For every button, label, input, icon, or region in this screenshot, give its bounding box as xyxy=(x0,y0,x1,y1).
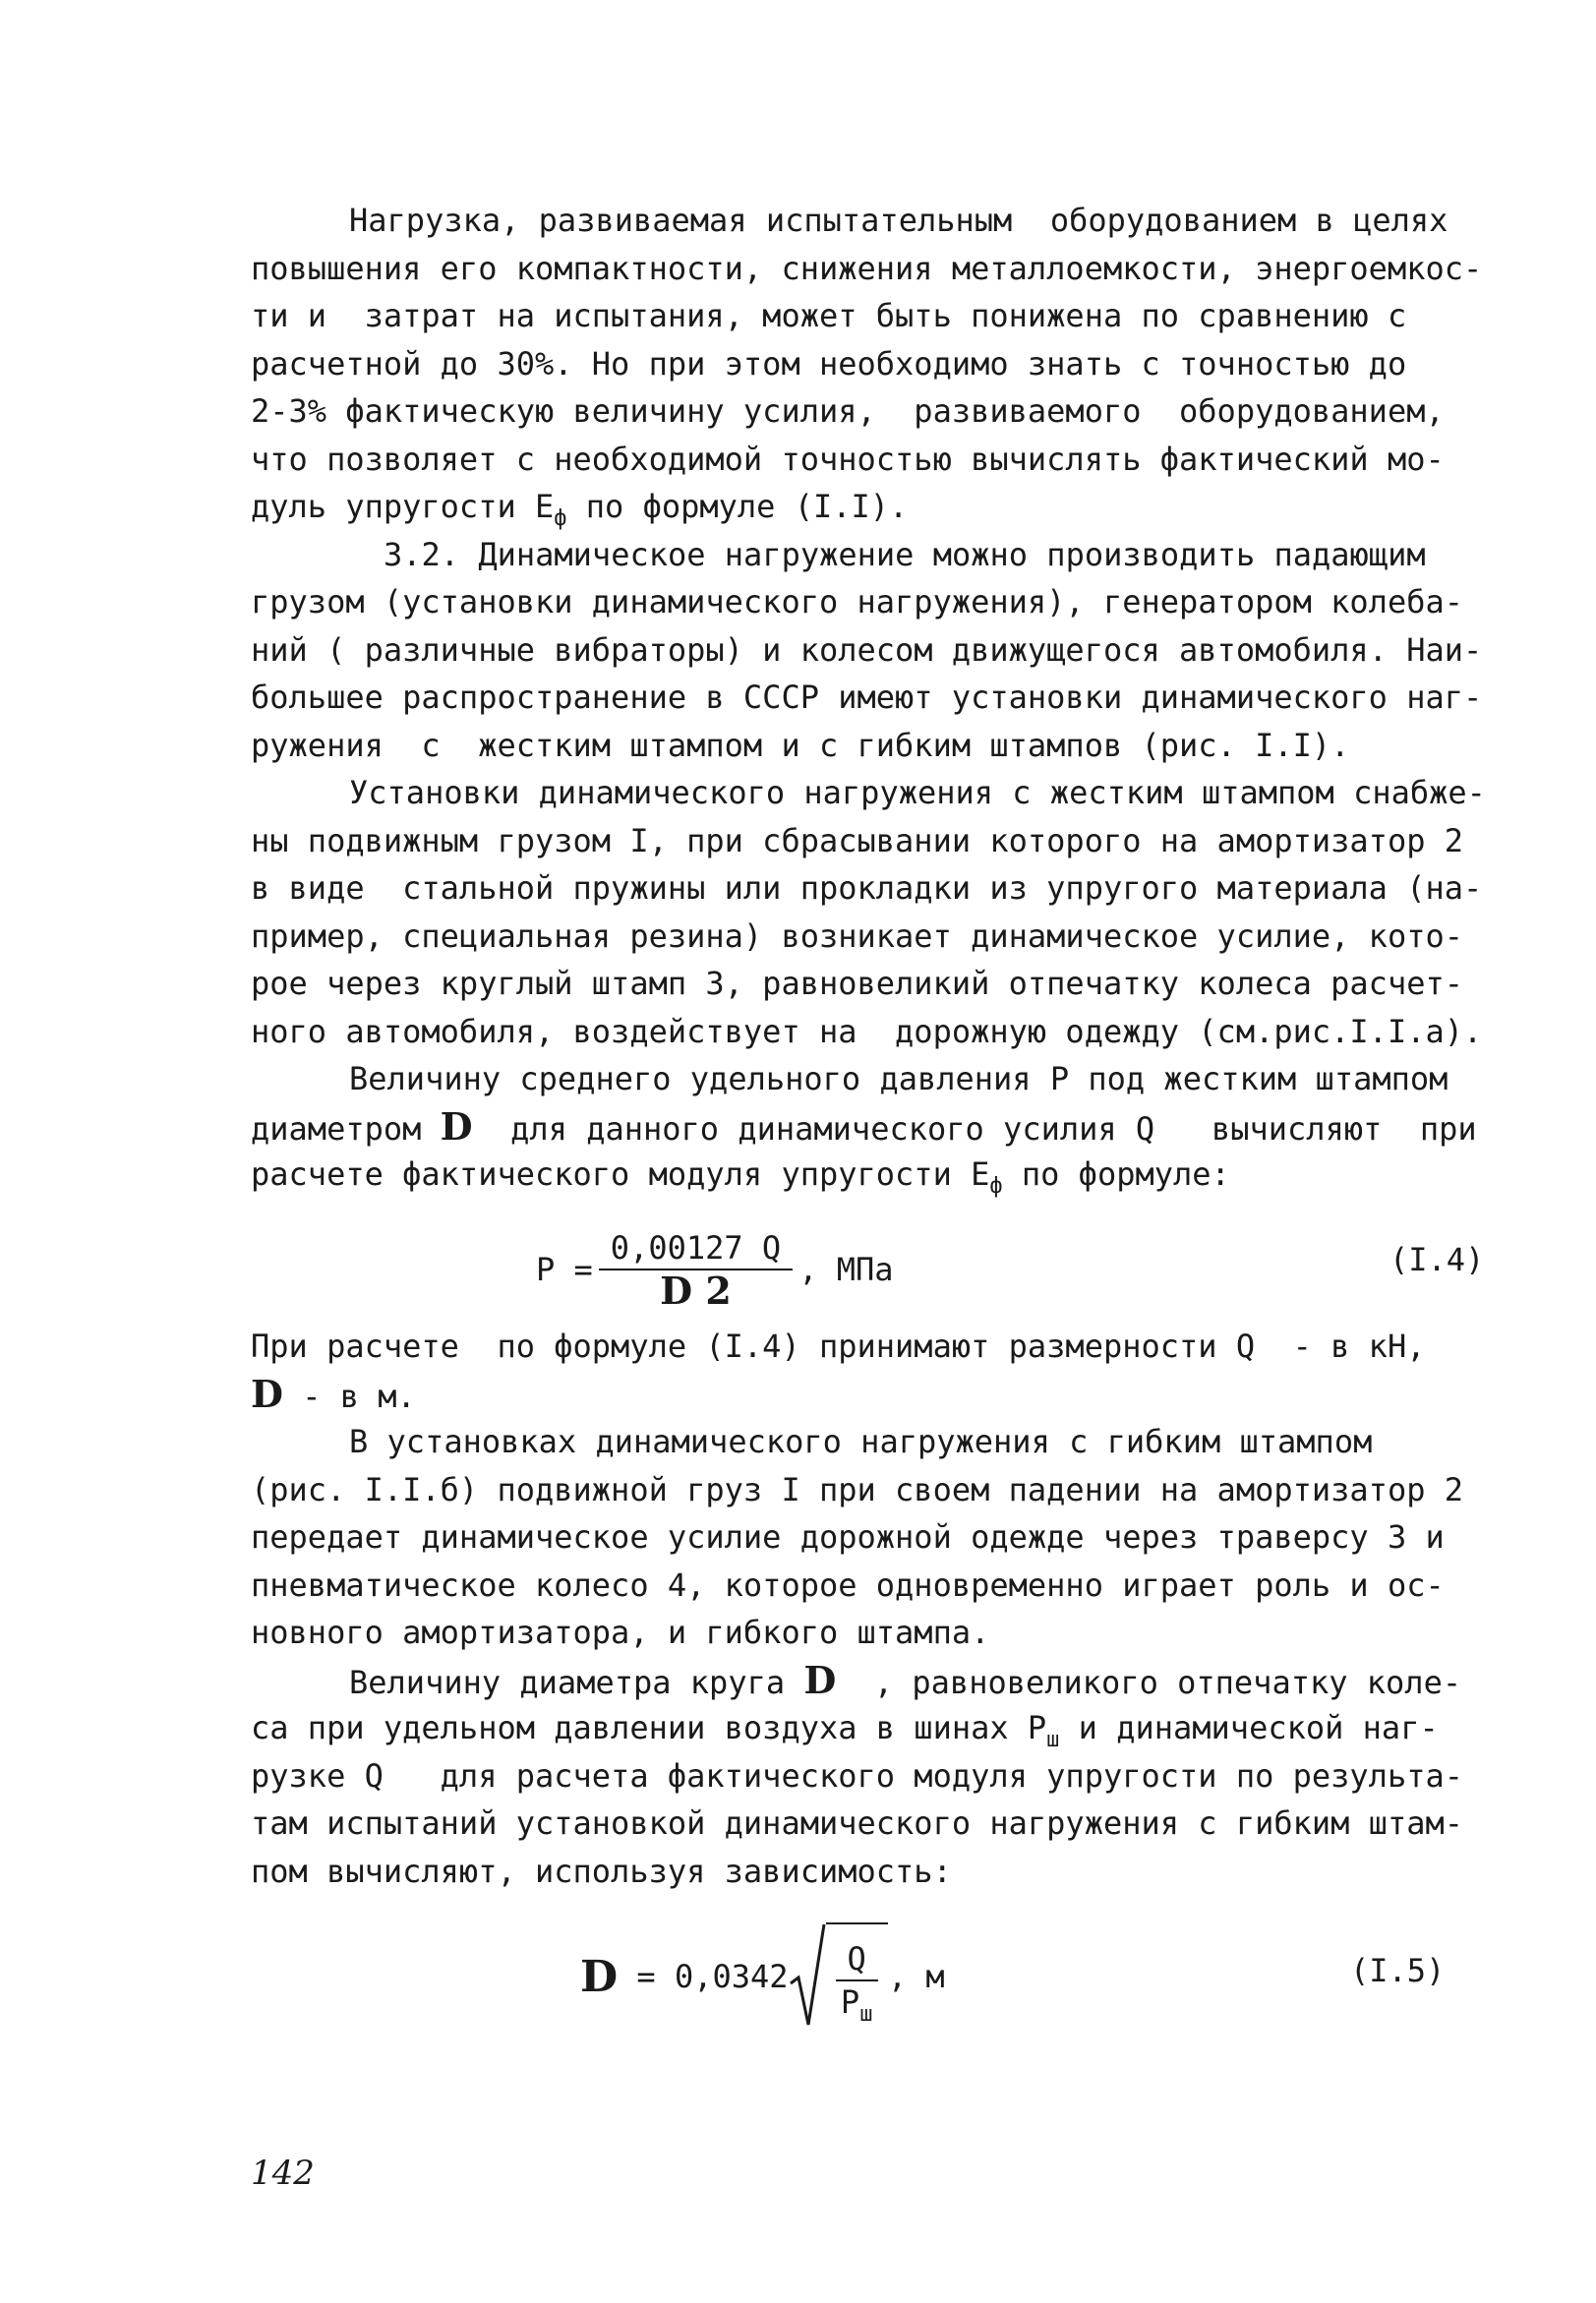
text-line: рузке Q для расчета фактического модуля упругости по результа- xyxy=(251,1756,1463,1795)
fraction-numerator: 0,00127 Q xyxy=(599,1229,793,1270)
text-line: пневматическое колесо 4, которое одновременно играет роль и ос- xyxy=(251,1565,1445,1604)
subscript: ш xyxy=(859,2002,873,2027)
text-line: передает динамическое усилие дорожной одежде через траверсу 3 и xyxy=(251,1518,1445,1556)
text-line xyxy=(251,1371,1500,1419)
text-line xyxy=(251,1151,1500,1199)
text-line: новного амортизатора, и гибкого штампа. xyxy=(251,1614,990,1651)
page-number: 142 xyxy=(251,2154,315,2193)
fraction-numerator: Q xyxy=(836,1940,878,1981)
text-line: грузом (установки динамического нагружения), генератором колеба- xyxy=(251,583,1463,620)
formula-units: , МПа xyxy=(798,1251,894,1288)
text-fragment: P xyxy=(840,1983,860,2021)
text-line: там испытаний установкой динамического нагружения с гибким штам- xyxy=(251,1804,1463,1842)
square-root xyxy=(789,1922,888,2031)
text-line: ружения с жестким штампом и с гибким штампов (рис. I.I). xyxy=(251,726,1350,764)
text-line: расчетной до 30%. Но при этом необходимо знать с точностью до xyxy=(251,344,1407,383)
text-line: что позволяет с необходимой точностью вычислять фактический мо- xyxy=(251,440,1445,478)
formula-1-5 xyxy=(580,1922,945,2031)
text-line: ного автомобиля, воздействует на дорожную одежду (см.рис.I.I.а). xyxy=(251,1012,1483,1050)
text-line: (рис. I.I.б) подвижной груз I при своем падении на амортизатор 2 xyxy=(251,1470,1463,1508)
text-line: ти и затрат на испытания, может быть понижена по сравнению с xyxy=(251,297,1407,334)
equation-number: (I.5) xyxy=(1350,1952,1446,1989)
text-fragment: диаметром xyxy=(251,1109,441,1148)
formula-coefficient: = 0,0342 xyxy=(618,1958,789,1995)
text-line: ний ( различные вибраторы) и колесом движущегося автомобиля. Наи- xyxy=(251,630,1483,669)
subscript: ш xyxy=(1046,1728,1060,1752)
text-line: 3.2. Динамическое нагружение можно производить падающим xyxy=(384,535,1426,573)
text-fragment: по формуле (I.I). xyxy=(566,488,909,525)
fraction-denominator: D 2 xyxy=(660,1269,732,1313)
text-line: рое через круглый штамп 3, равновеликий отпечатку колеса расчет- xyxy=(251,965,1463,1002)
body-text xyxy=(251,1323,1500,1895)
subscript: ф xyxy=(554,506,567,531)
text-fragment: , равновеликого отпечатку коле- xyxy=(836,1663,1462,1701)
text-line xyxy=(251,1704,1500,1752)
text-fragment: дуль упругости E xyxy=(251,488,555,525)
fraction xyxy=(599,1229,793,1313)
radicand xyxy=(826,1922,888,2031)
text-fragment: Величину диаметра круга xyxy=(349,1663,804,1701)
body-text xyxy=(251,197,1500,1199)
text-fragment: и динамической наг- xyxy=(1059,1709,1439,1746)
text-line: в виде стальной пружины или прокладки из упругого материала (на- xyxy=(251,869,1483,907)
text-fragment: для данного динамического усилия Q вычисляют при xyxy=(472,1109,1477,1148)
text-fragment: са при удельном давлении воздуха в шинах P xyxy=(251,1709,1047,1746)
text-line: Величину среднего удельного давления P под жестким штампом xyxy=(349,1060,1448,1097)
text-line xyxy=(251,483,1500,531)
subscript: ф xyxy=(989,1174,1003,1199)
text-line: повышения его компактности, снижения металлоемкости, энергоемкос- xyxy=(251,249,1483,287)
text-line xyxy=(251,1103,1500,1152)
text-line: пример, специальная резина) возникает динамическое усилие, кото- xyxy=(251,916,1463,955)
text-line: большее распространение в СССР имеют установки динамического наг- xyxy=(251,679,1483,716)
text-line: 2-3% фактическую величину усилия, развиваемого оборудованием, xyxy=(251,392,1445,430)
symbol-d: D xyxy=(251,1371,283,1416)
fraction-denominator xyxy=(840,1981,873,2027)
text-line: ны подвижным грузом I, при сбрасывании которого на амортизатор 2 xyxy=(251,821,1463,859)
text-line: Установки динамического нагружения с жестким штампом снабже- xyxy=(349,774,1486,811)
text-line: В установках динамического нагружения с гибким штампом xyxy=(349,1423,1373,1460)
text-fragment: - в м. xyxy=(282,1377,416,1415)
formula-lhs: P = xyxy=(536,1251,593,1288)
text-line xyxy=(251,1657,1500,1705)
formula-units: , м xyxy=(887,1958,945,1995)
fraction xyxy=(836,1940,878,2027)
symbol-d: D xyxy=(803,1657,837,1702)
formula-1-4 xyxy=(536,1229,894,1313)
text-fragment: расчете фактического модуля упругости E xyxy=(251,1155,990,1193)
text-line: пом вычисляют, используя зависимость: xyxy=(251,1852,952,1890)
text-line: При расчете по формуле (I.4) принимают размерности Q - в кН, xyxy=(251,1328,1426,1365)
symbol-d: D xyxy=(580,1951,619,2002)
text-line: Нагрузка, развиваемая испытательным оборудованием в целях xyxy=(349,202,1448,239)
equation-number: (I.4) xyxy=(1389,1241,1485,1278)
radical-sign-icon xyxy=(789,1922,826,2031)
text-fragment: по формуле: xyxy=(1002,1155,1230,1193)
symbol-d: D xyxy=(440,1103,473,1149)
